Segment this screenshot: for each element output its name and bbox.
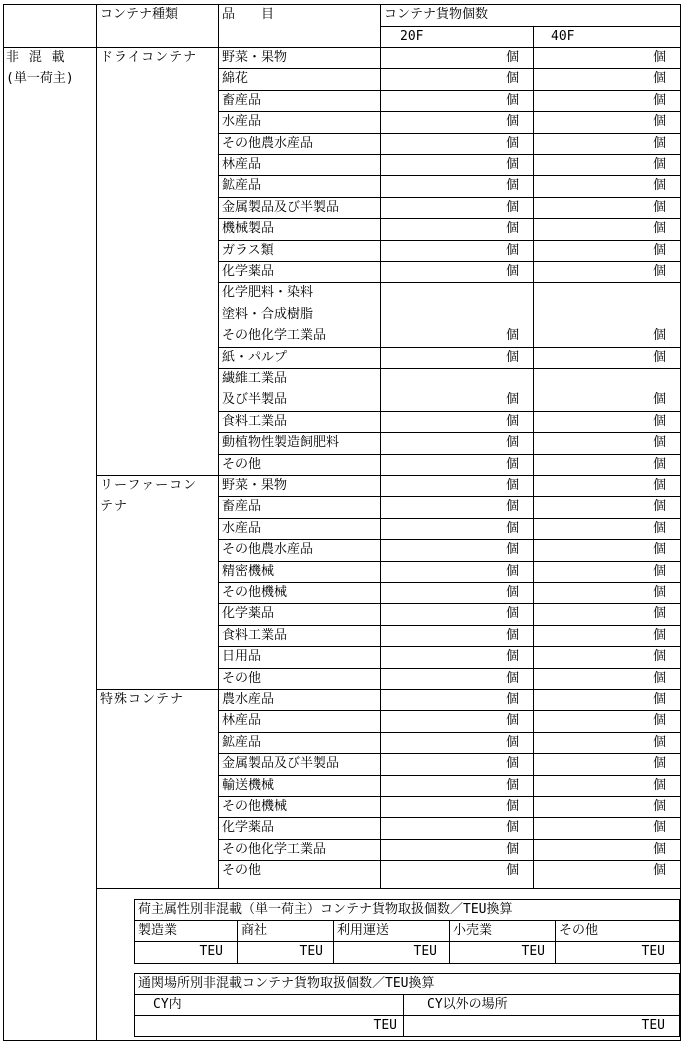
customs-location-table <box>134 973 680 1037</box>
unit-20f: 個 <box>505 221 519 237</box>
row-divider <box>96 888 681 889</box>
row-divider <box>218 368 681 369</box>
item-name: 鉱産品 <box>222 734 262 750</box>
unit-40f: 個 <box>652 178 666 194</box>
unit-20f: 個 <box>505 478 519 493</box>
teu-unit: TEU <box>199 944 223 959</box>
shipper-col-retail: 小売業 <box>453 923 493 938</box>
unit-40f: 個 <box>652 585 666 600</box>
unit-20f: 個 <box>505 456 519 472</box>
item-name: 塗料・合成樹脂 <box>222 306 314 322</box>
item-name: その他農水産品 <box>222 135 314 151</box>
unit-20f: 個 <box>505 734 519 750</box>
item-name: 林産品 <box>222 713 262 729</box>
unit-40f: 個 <box>652 499 666 515</box>
column-divider <box>555 920 556 964</box>
item-name: 化学肥料・染料 <box>222 285 314 301</box>
group-divider <box>96 689 681 690</box>
unit-40f: 個 <box>652 264 666 279</box>
container-type-label: リーファーコン <box>100 478 198 493</box>
unit-40f: 個 <box>652 734 666 750</box>
unit-40f: 個 <box>652 520 666 536</box>
teu-unit: TEU <box>641 944 665 959</box>
container-type-label: ドライコンテナ <box>100 50 198 65</box>
row-divider <box>134 941 680 942</box>
unit-40f: 個 <box>652 199 666 215</box>
row-divider <box>218 646 681 647</box>
unit-40f: 個 <box>652 478 666 493</box>
item-name: 畜産品 <box>222 92 262 108</box>
row-divider <box>218 411 681 412</box>
group-divider <box>96 475 681 476</box>
unit-20f: 個 <box>505 563 519 579</box>
item-name: 金属製品及び半製品 <box>222 756 340 772</box>
row-divider <box>218 347 681 348</box>
teu-unit: TEU <box>521 944 545 959</box>
unit-20f: 個 <box>505 520 519 536</box>
unit-20f: 個 <box>505 777 519 793</box>
unit-20f: 個 <box>505 328 519 344</box>
row-divider <box>3 47 681 48</box>
unit-40f: 個 <box>652 435 666 451</box>
item-name: 水産品 <box>222 114 262 130</box>
unit-20f: 個 <box>505 542 519 558</box>
unit-40f: 個 <box>652 221 666 237</box>
item-name: 輸送機械 <box>222 777 275 793</box>
row-divider <box>218 68 681 69</box>
unit-40f: 個 <box>652 692 666 707</box>
customs-table-title: 通関場所別非混載コンテナ貨物取扱個数／TEU換算 <box>138 976 435 991</box>
unit-20f: 個 <box>505 264 519 279</box>
item-name: 綿花 <box>222 71 249 87</box>
row-divider <box>218 240 681 241</box>
unit-20f: 個 <box>505 242 519 258</box>
item-name: その他化学工業品 <box>222 328 327 344</box>
row-divider <box>218 111 681 112</box>
row-divider <box>218 817 681 818</box>
unit-40f: 個 <box>652 820 666 836</box>
unit-40f: 個 <box>652 606 666 622</box>
unit-40f: 個 <box>652 413 666 429</box>
shipper-col-trading: 商社 <box>241 923 268 938</box>
unit-20f: 個 <box>505 135 519 151</box>
item-name: その他農水産品 <box>222 542 314 558</box>
unit-20f: 個 <box>505 349 519 365</box>
item-name: その他機械 <box>222 799 288 814</box>
unit-40f: 個 <box>652 777 666 793</box>
category-sublabel: (単一荷主) <box>6 71 74 86</box>
item-name: 食料工業品 <box>222 627 288 643</box>
category-label: 非 混 載 <box>6 50 66 65</box>
shipper-table-title: 荷主属性別非混載（単一荷主）コンテナ貨物取扱個数／TEU換算 <box>138 902 513 917</box>
unit-20f: 個 <box>505 114 519 130</box>
teu-unit: TEU <box>413 944 437 959</box>
unit-20f: 個 <box>505 606 519 622</box>
row-divider <box>218 582 681 583</box>
container-type-label: 特殊コンテナ <box>100 692 185 707</box>
shipper-col-manufacturing: 製造業 <box>138 923 178 938</box>
unit-20f: 個 <box>505 435 519 451</box>
unit-20f: 個 <box>505 649 519 665</box>
item-name: 及び半製品 <box>222 392 288 408</box>
unit-40f: 個 <box>652 563 666 579</box>
row-divider <box>218 133 681 134</box>
row-divider <box>218 732 681 733</box>
item-name: その他機械 <box>222 585 288 600</box>
unit-40f: 個 <box>652 135 666 151</box>
unit-20f: 個 <box>505 692 519 707</box>
row-divider <box>218 496 681 497</box>
customs-col-cy: CY内 <box>153 997 182 1012</box>
item-name: 野菜・果物 <box>222 50 288 65</box>
column-divider <box>403 994 404 1037</box>
row-divider <box>218 282 681 283</box>
unit-40f: 個 <box>652 542 666 558</box>
row-divider <box>218 90 681 91</box>
row-divider <box>218 796 681 797</box>
unit-20f: 個 <box>505 756 519 772</box>
unit-40f: 個 <box>652 71 666 87</box>
row-divider <box>218 154 681 155</box>
item-name: 畜産品 <box>222 499 262 515</box>
row-divider <box>218 710 681 711</box>
unit-20f: 個 <box>505 841 519 857</box>
shipper-col-forwarding: 利用運送 <box>337 923 390 938</box>
column-divider <box>333 920 334 964</box>
unit-20f: 個 <box>505 71 519 87</box>
column-divider <box>218 4 219 888</box>
column-divider <box>533 26 534 888</box>
unit-40f: 個 <box>652 392 666 408</box>
unit-40f: 個 <box>652 670 666 686</box>
row-divider <box>218 775 681 776</box>
header-container-count: コンテナ貨物個数 <box>384 7 489 22</box>
item-name: 林産品 <box>222 157 262 172</box>
column-divider <box>449 920 450 964</box>
item-name: ガラス類 <box>222 242 274 258</box>
unit-20f: 個 <box>505 585 519 600</box>
unit-40f: 個 <box>652 841 666 857</box>
row-divider <box>218 518 681 519</box>
unit-40f: 個 <box>652 92 666 108</box>
unit-40f: 個 <box>652 114 666 130</box>
unit-20f: 個 <box>505 670 519 686</box>
shipper-col-other: その他 <box>559 923 599 938</box>
unit-20f: 個 <box>505 413 519 429</box>
row-divider <box>218 454 681 455</box>
row-divider <box>380 26 681 27</box>
unit-40f: 個 <box>652 649 666 665</box>
row-divider <box>218 860 681 861</box>
header-item: 品 目 <box>222 7 275 22</box>
item-name: 鉱産品 <box>222 178 262 194</box>
row-divider <box>134 994 680 995</box>
header-container-type: コンテナ種類 <box>100 7 179 22</box>
item-name: その他 <box>222 863 262 879</box>
item-name: その他 <box>222 456 262 472</box>
column-divider <box>380 4 381 888</box>
unit-20f: 個 <box>505 50 519 65</box>
unit-40f: 個 <box>652 627 666 643</box>
customs-col-outside-cy: CY以外の場所 <box>427 997 508 1012</box>
item-name: 食料工業品 <box>222 413 288 429</box>
item-name: 機械製品 <box>222 221 275 237</box>
unit-20f: 個 <box>505 178 519 194</box>
unit-20f: 個 <box>505 799 519 814</box>
unit-40f: 個 <box>652 863 666 879</box>
item-name: 繊維工業品 <box>222 371 288 386</box>
row-divider <box>218 603 681 604</box>
item-name: 動植物性製造飼肥料 <box>222 435 340 451</box>
unit-40f: 個 <box>652 50 666 65</box>
item-name: 化学薬品 <box>222 820 275 836</box>
row-divider <box>218 432 681 433</box>
teu-unit: TEU <box>299 944 323 959</box>
row-divider <box>218 261 681 262</box>
row-divider <box>134 920 680 921</box>
unit-40f: 個 <box>652 713 666 729</box>
unit-40f: 個 <box>652 157 666 172</box>
unit-40f: 個 <box>652 756 666 772</box>
unit-40f: 個 <box>652 242 666 258</box>
unit-20f: 個 <box>505 863 519 879</box>
item-name: 化学薬品 <box>222 264 275 279</box>
row-divider <box>218 539 681 540</box>
header-40f: 40F <box>551 29 575 44</box>
item-name: 紙・パルプ <box>222 349 288 365</box>
item-name: その他 <box>222 670 262 686</box>
unit-20f: 個 <box>505 499 519 515</box>
item-name: その他化学工業品 <box>222 841 327 857</box>
unit-40f: 個 <box>652 799 666 814</box>
item-name: 化学薬品 <box>222 606 275 622</box>
unit-20f: 個 <box>505 713 519 729</box>
row-divider <box>218 175 681 176</box>
column-divider <box>96 4 97 1041</box>
column-divider <box>237 920 238 964</box>
container-type-label: テナ <box>100 499 129 515</box>
unit-20f: 個 <box>505 157 519 172</box>
row-divider <box>218 197 681 198</box>
unit-20f: 個 <box>505 820 519 836</box>
row-divider <box>218 839 681 840</box>
unit-40f: 個 <box>652 349 666 365</box>
row-divider <box>218 625 681 626</box>
row-divider <box>218 218 681 219</box>
unit-20f: 個 <box>505 199 519 215</box>
unit-40f: 個 <box>652 456 666 472</box>
teu-unit: TEU <box>641 1018 665 1033</box>
row-divider <box>218 753 681 754</box>
unit-40f: 個 <box>652 328 666 344</box>
item-name: 日用品 <box>222 649 262 665</box>
unit-20f: 個 <box>505 392 519 408</box>
item-name: 金属製品及び半製品 <box>222 199 340 215</box>
row-divider <box>218 668 681 669</box>
header-20f: 20F <box>400 29 424 44</box>
item-name: 水産品 <box>222 520 262 536</box>
row-divider <box>218 561 681 562</box>
item-name: 野菜・果物 <box>222 478 288 493</box>
unit-20f: 個 <box>505 92 519 108</box>
shipper-attribute-table <box>134 899 680 964</box>
item-name: 農水産品 <box>222 692 275 707</box>
teu-unit: TEU <box>373 1018 397 1033</box>
item-name: 精密機械 <box>222 563 275 579</box>
row-divider <box>134 1015 680 1016</box>
unit-20f: 個 <box>505 627 519 643</box>
